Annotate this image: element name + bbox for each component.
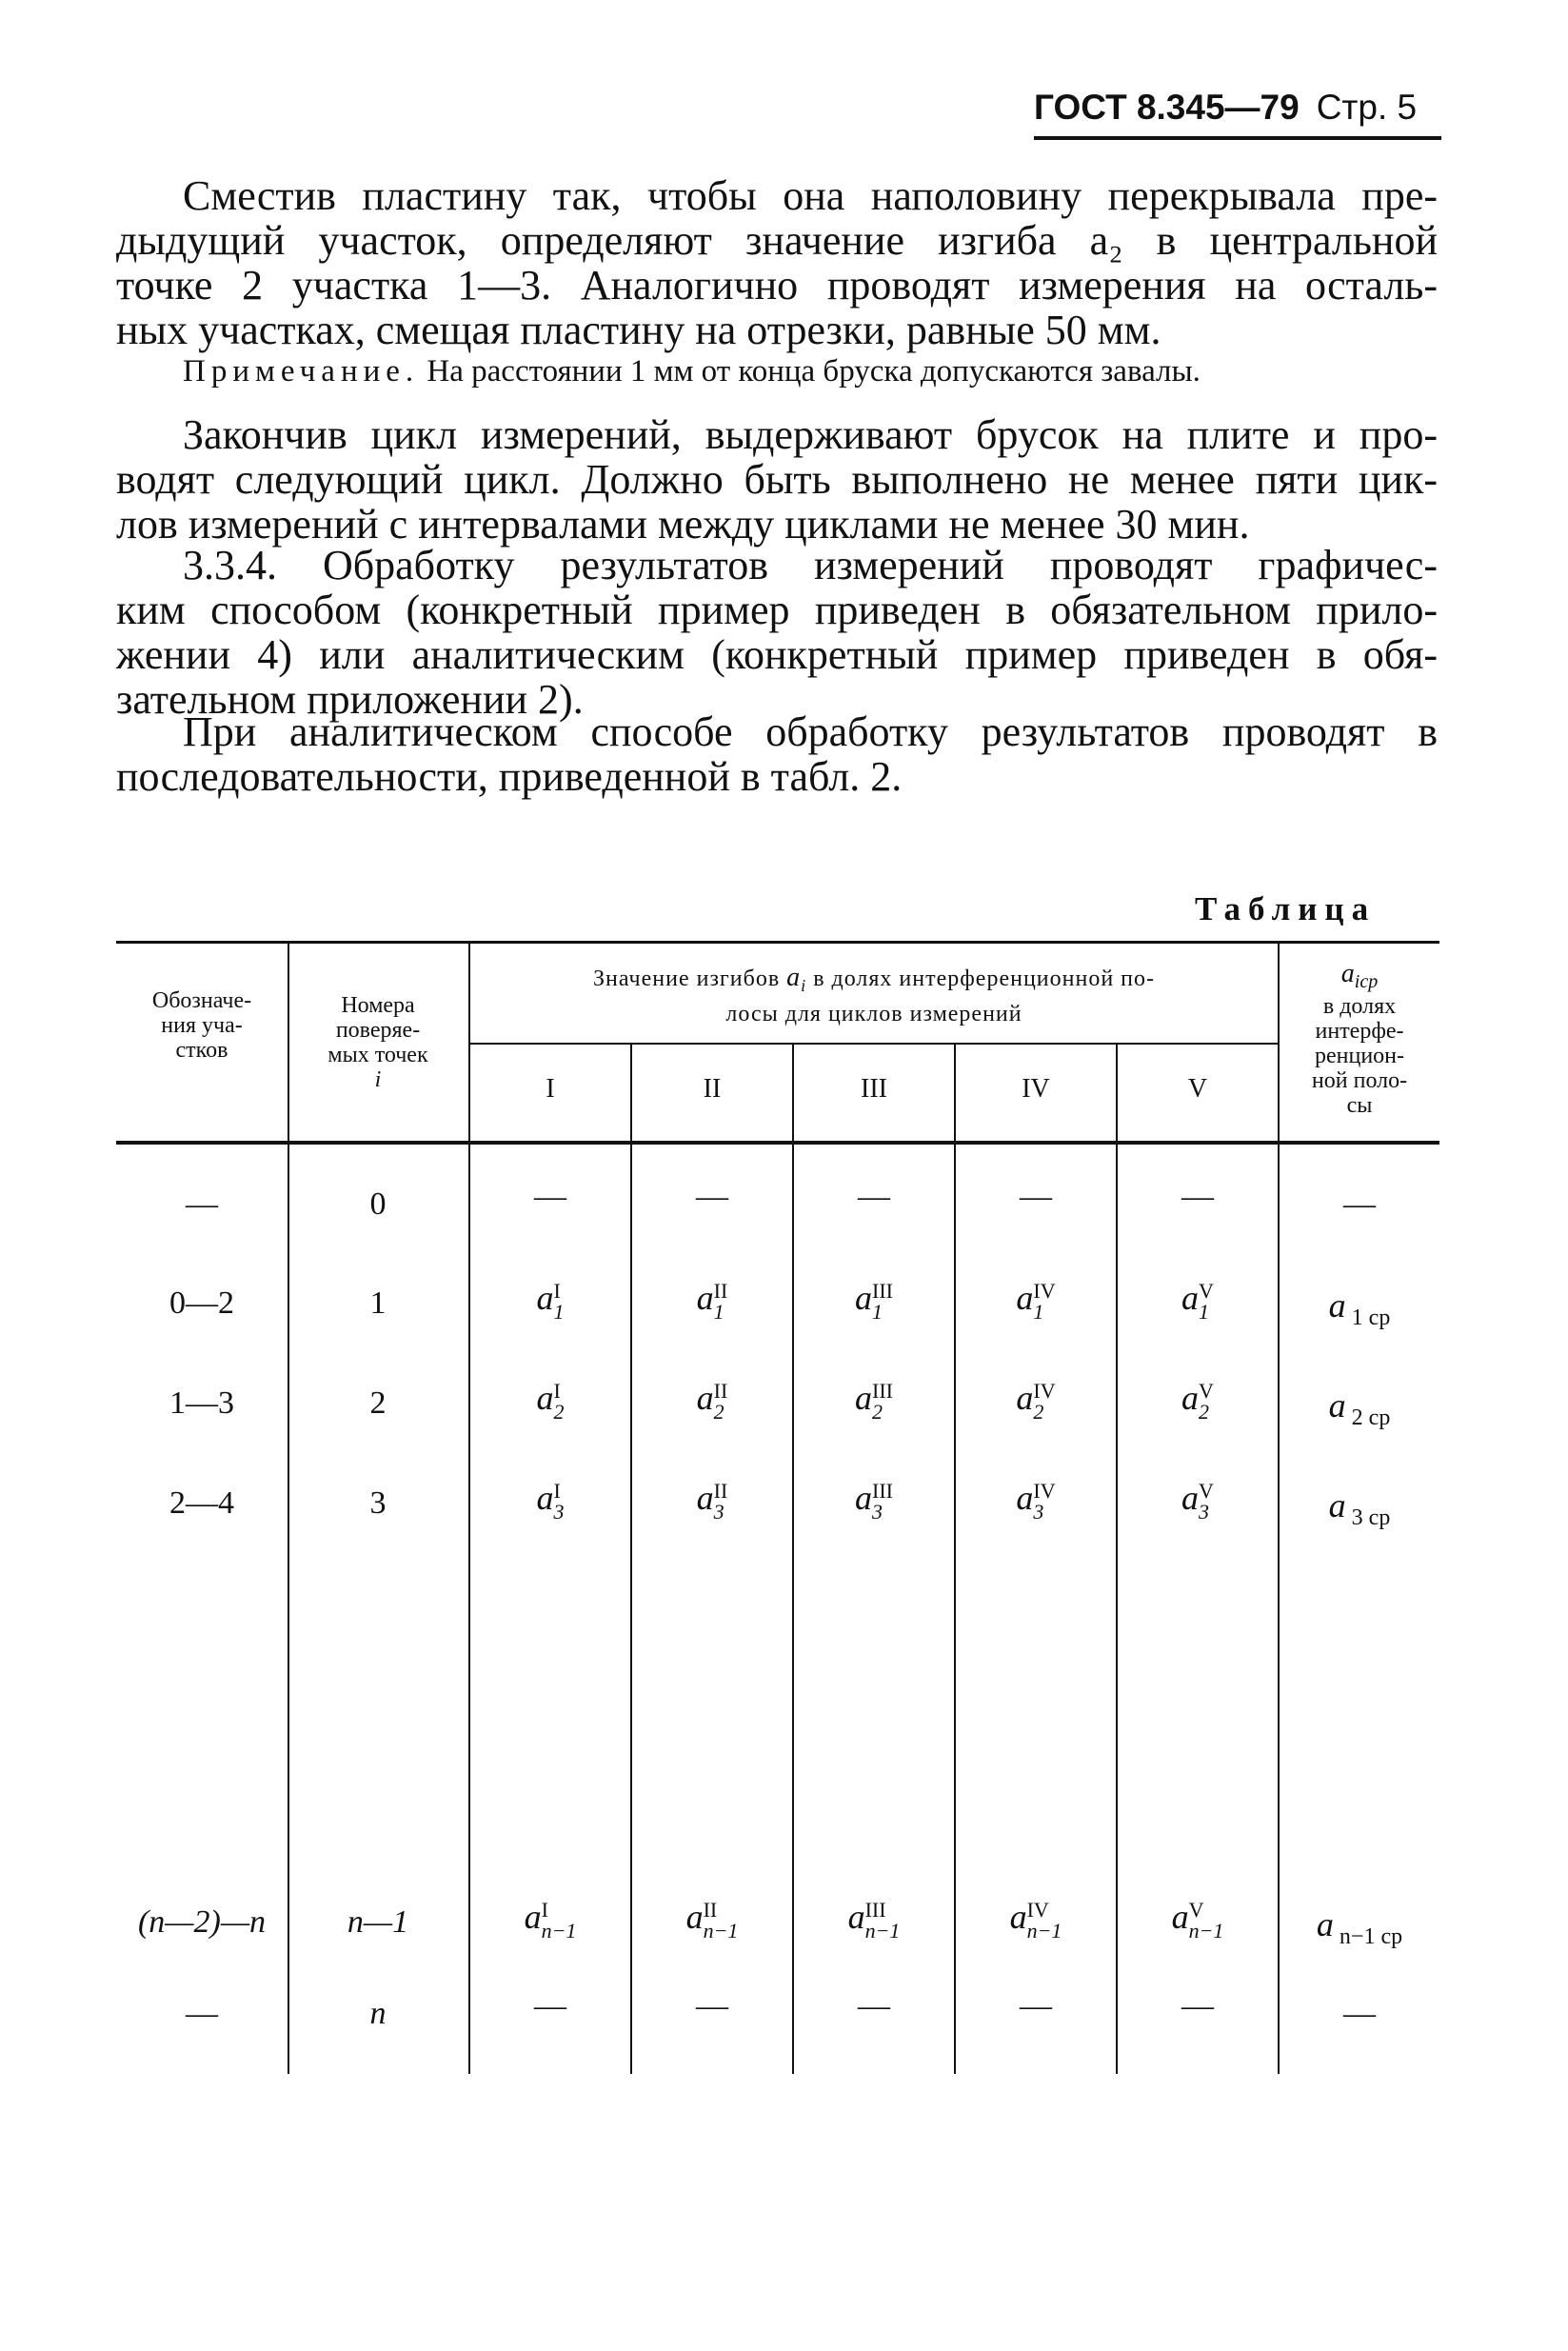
page-number: Стр. 5 — [1316, 88, 1418, 127]
text-line: 3.3.4. Обработку результатов измерений проводят графичес- — [183, 542, 1438, 588]
header-average-line: ной поло- — [1311, 1067, 1408, 1093]
header-average-line: интерфе- — [1315, 1018, 1404, 1044]
row-value: — — [1181, 1179, 1214, 1214]
header-cycle-5: V — [1187, 1074, 1208, 1104]
row-average: a $_{1 ср}$ — [1328, 1286, 1391, 1330]
header-group-text: в долях интерференционной по- — [813, 966, 1156, 991]
header-average — [1280, 959, 1439, 1118]
paragraph-1-lines — [116, 173, 1438, 352]
header-points — [288, 993, 468, 1092]
row-value: — — [696, 1988, 728, 2023]
header-points-line: мых точек — [327, 1043, 428, 1067]
header-average-sub: iср — [1354, 970, 1379, 992]
header-points-line: Номера — [341, 993, 415, 1018]
text-line: последовательности, приведенной в табл. 2. — [116, 753, 903, 800]
header-points-line: поверяе- — [335, 1018, 421, 1043]
row-value: — — [696, 1179, 728, 1214]
header-cycle-3: III — [861, 1074, 887, 1104]
row-average: a $_{n-1 ср}$ — [1316, 1905, 1403, 1949]
row-value: a I 2 — [536, 1379, 565, 1425]
row-value: — — [858, 1988, 890, 2023]
header-group-var: a — [786, 963, 802, 992]
header-group-sub: i — [801, 975, 807, 995]
text-line: жении 4) или аналитическим (конкретный пример приведен в обя- — [116, 631, 1438, 678]
row-value: — — [1181, 1988, 1214, 2023]
row-value: a II 2 — [696, 1379, 728, 1425]
note-label: Примечание. — [183, 354, 420, 389]
header-average-line: в долях — [1322, 993, 1397, 1019]
row-point: 1 — [369, 1285, 387, 1321]
row-value: a IV 2 — [1016, 1379, 1056, 1425]
text-line: дыдущий участок, определяют значение изгиба a₂ в центральной — [116, 217, 1438, 264]
data-table — [116, 941, 1439, 2074]
header-average-var: a — [1340, 959, 1355, 988]
row-value: — — [534, 1179, 566, 1214]
note — [183, 354, 1439, 389]
row-value: a IV 1 — [1016, 1279, 1056, 1325]
text-line: Сместив пластину так, чтобы она наполовину перекрывала пре- — [183, 172, 1438, 219]
table-label: Таблица — [1195, 890, 1377, 927]
header-average-line: ренцион- — [1314, 1043, 1405, 1068]
header-cycle-2: II — [703, 1074, 722, 1104]
row-point: 2 — [369, 1385, 387, 1421]
row-average: — — [1343, 1186, 1376, 1222]
row-segment: — — [186, 1996, 218, 2031]
header-bottom-rule — [116, 1141, 1439, 1145]
row-segment: (n—2)—n — [137, 1904, 267, 1940]
paragraph-4-lines — [116, 709, 1438, 799]
text-line: При аналитическом способе обработку результатов проводят в — [183, 708, 1438, 755]
row-value: a II 3 — [696, 1479, 728, 1524]
row-value: a III n−1 — [847, 1898, 901, 1943]
text-line: водят следующий цикл. Должно быть выполнено не менее пяти цик- — [116, 456, 1438, 503]
row-value: a IV n−1 — [1009, 1898, 1062, 1943]
header-segments-line: ния уча- — [161, 1013, 243, 1038]
doc-number: ГОСТ 8.345—79 — [1034, 88, 1300, 127]
row-value: a II 1 — [696, 1279, 728, 1325]
text-line: лов измерений с интервалами между циклами не менее 30 мин. — [116, 501, 1250, 548]
row-value: a III 2 — [855, 1379, 893, 1425]
text-line: ных участках, смещая пластину на отрезки, равные 50 мм. — [116, 307, 1161, 353]
row-value: — — [858, 1179, 890, 1214]
header-average-line: сы — [1346, 1092, 1373, 1118]
header-group — [470, 964, 1278, 1028]
paragraph-3-lines — [116, 543, 1438, 722]
header-rule — [1034, 136, 1441, 140]
row-value: a V 1 — [1181, 1279, 1214, 1325]
header-segments — [116, 988, 288, 1063]
row-value: a V 2 — [1181, 1379, 1214, 1425]
text-line: Закончив цикл измерений, выдерживают брусок на плите и про- — [183, 411, 1438, 458]
row-point: 3 — [369, 1485, 387, 1521]
header-segments-line: Обозначе- — [151, 988, 252, 1013]
row-average: — — [1343, 1996, 1376, 2031]
table-top-rule — [116, 941, 1439, 944]
row-point: n—1 — [347, 1904, 409, 1940]
row-value: a III 1 — [855, 1279, 893, 1325]
header-cycle-4: IV — [1022, 1074, 1050, 1104]
row-segment: 2—4 — [169, 1485, 234, 1521]
paragraph-2-lines — [116, 412, 1438, 547]
text-line: ким способом (конкретный пример приведен в обязательном прило- — [116, 587, 1438, 633]
note-text: На расстоянии 1 мм от конца бруска допускаются завалы. — [427, 354, 1201, 389]
row-segment: — — [186, 1186, 218, 1222]
row-value: a IV 3 — [1016, 1479, 1056, 1524]
row-value: a II n−1 — [685, 1898, 739, 1943]
group-header-rule — [468, 1043, 1278, 1045]
row-segment: 0—2 — [169, 1285, 234, 1321]
text-line: точке 2 участка 1—3. Аналогично проводят измерения на осталь- — [116, 262, 1438, 309]
row-value: — — [1020, 1179, 1052, 1214]
row-value: a I 3 — [536, 1479, 565, 1524]
row-segment: 1—3 — [169, 1385, 234, 1421]
row-average: a $_{2 ср}$ — [1328, 1386, 1391, 1430]
row-point: n — [369, 1996, 387, 2031]
row-value: — — [534, 1988, 566, 2023]
page-header — [1034, 88, 1439, 128]
row-value: a V n−1 — [1171, 1898, 1224, 1943]
row-value: a III 3 — [855, 1479, 893, 1524]
header-group-text: Значение изгибов — [592, 966, 781, 991]
header-segments-line: стков — [175, 1038, 228, 1063]
row-value: a I n−1 — [524, 1898, 577, 1943]
row-value: a I 1 — [536, 1279, 565, 1325]
header-points-var: i — [374, 1067, 382, 1092]
row-value: — — [1020, 1988, 1052, 2023]
row-value: a V 3 — [1181, 1479, 1214, 1524]
header-group-line2: лосы для циклов измерений — [725, 1001, 1022, 1026]
row-average: a $_{3 ср}$ — [1328, 1486, 1391, 1530]
header-cycle-1: I — [546, 1074, 555, 1104]
row-point: 0 — [369, 1186, 387, 1222]
text-line: зательном приложении 2). — [116, 676, 584, 723]
